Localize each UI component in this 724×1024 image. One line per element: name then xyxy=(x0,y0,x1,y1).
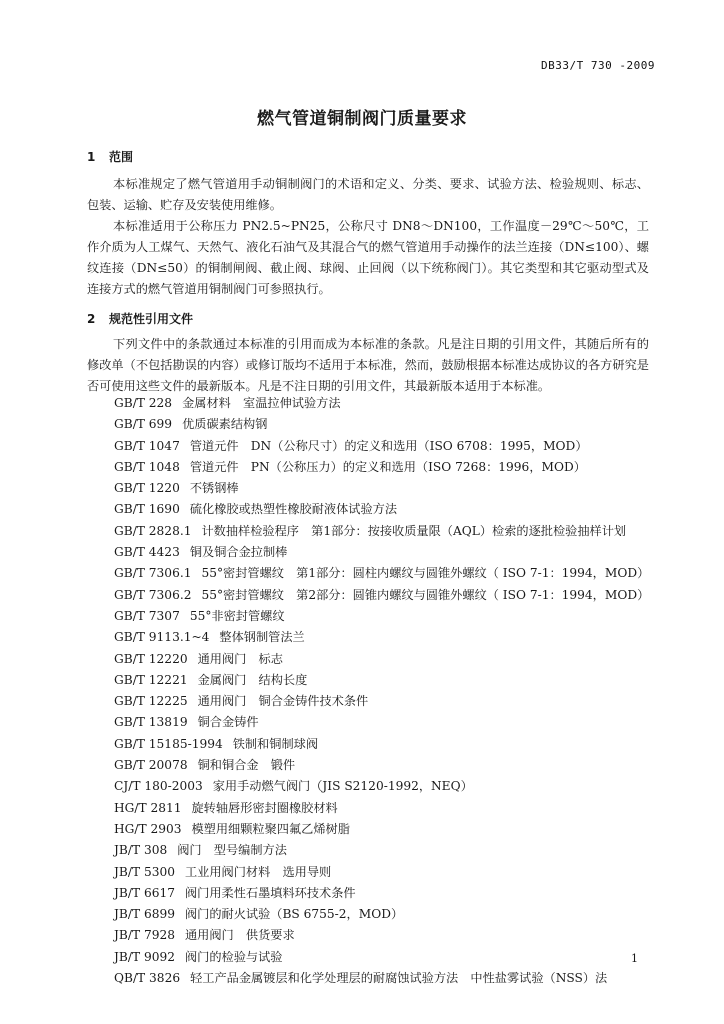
reference-code: GB/T 699 xyxy=(114,417,173,432)
reference-item xyxy=(114,968,649,989)
reference-item xyxy=(114,563,649,584)
reference-item xyxy=(114,691,649,712)
reference-code: GB/T 15185-1994 xyxy=(114,736,223,751)
reference-code: QB/T 3826 xyxy=(114,971,181,986)
reference-code: HG/T 2903 xyxy=(114,821,182,836)
reference-code: GB/T 1690 xyxy=(114,502,180,517)
reference-item xyxy=(114,478,649,499)
reference-title: 铜和铜合金 锻件 xyxy=(197,758,296,773)
reference-title: 通用阀门 供货要求 xyxy=(184,928,295,943)
reference-item xyxy=(114,947,649,968)
reference-code: GB/T 7307 xyxy=(114,608,180,623)
reference-title: 铁制和铜制球阀 xyxy=(232,736,319,751)
reference-title: 旋转轴唇形密封圈橡胶材料 xyxy=(191,800,338,815)
reference-code: GB/T 12220 xyxy=(114,651,188,666)
section-number: 2 xyxy=(87,312,96,326)
reference-code: JB/T 9092 xyxy=(114,949,175,964)
reference-item xyxy=(114,499,649,520)
reference-title: 通用阀门 铜合金铸件技术条件 xyxy=(197,694,369,709)
page-number: 1 xyxy=(631,952,638,965)
scope-paragraph-1: 本标准规定了燃气管道用手动铜制阀门的术语和定义、分类、要求、试验方法、检验规则、标志、包装、运输、贮存及安装使用维修。 xyxy=(87,177,649,212)
reference-item xyxy=(114,521,649,542)
section-2-heading xyxy=(87,310,193,327)
reference-title: 铜及铜合金拉制棒 xyxy=(189,545,288,560)
standard-code: DB33/T 730 -2009 xyxy=(541,59,655,72)
section-title: 范围 xyxy=(109,150,134,164)
reference-item xyxy=(114,414,649,435)
reference-item xyxy=(114,393,649,414)
reference-item xyxy=(114,755,649,776)
reference-code: JB/T 7928 xyxy=(114,928,175,943)
reference-item xyxy=(114,712,649,733)
section-title: 规范性引用文件 xyxy=(109,312,194,326)
reference-title: 硫化橡胶或热塑性橡胶耐液体试验方法 xyxy=(189,502,398,517)
reference-title: 模塑用细颗粒聚四氟乙烯树脂 xyxy=(191,821,350,836)
reference-title: 阀门的耐火试验（BS 6755-2，MOD） xyxy=(184,907,404,922)
reference-title: 家用手动燃气阀门（JIS S2120-1992，NEQ） xyxy=(212,779,473,794)
reference-title: 阀门的检验与试验 xyxy=(184,949,283,964)
reference-title: 不锈钢棒 xyxy=(189,481,239,496)
reference-title: 轻工产品金属镀层和化学处理层的耐腐蚀试验方法 中性盐雾试验（NSS）法 xyxy=(190,971,608,986)
reference-item xyxy=(114,798,649,819)
scope-paragraph-2: 本标准适用于公称压力 PN2.5~PN25，公称尺寸 DN8～DN100，工作温度－29℃～50℃，工作介质为人工煤气、天然气、液化石油气及其混合气的燃气管道用手动操作的法兰连接（DN≤100）、螺纹连接（DN≤50）的铜制闸阀、截止阀、球阀、止回阀（以下统称阀门）。其它类型和其它驱动型式及连接方式的燃气管道用铜制阀门可参照执行。 xyxy=(87,219,649,296)
reference-code: GB/T 13819 xyxy=(114,715,188,730)
reference-code: GB/T 7306.1 xyxy=(114,566,192,581)
reference-code: GB/T 7306.2 xyxy=(114,587,192,602)
reference-item xyxy=(114,904,649,925)
reference-item xyxy=(114,542,649,563)
reference-code: GB/T 12225 xyxy=(114,694,188,709)
reference-title: 55°非密封管螺纹 xyxy=(189,608,285,623)
reference-item xyxy=(114,627,649,648)
reference-code: GB/T 4423 xyxy=(114,545,180,560)
document-title: 燃气管道铜制阀门质量要求 xyxy=(257,109,467,129)
reference-title: 金属阀门 结构长度 xyxy=(197,672,308,687)
reference-title: 阀门 型号编制方法 xyxy=(177,843,287,858)
reference-title: 优质碳素结构钢 xyxy=(182,417,268,432)
reference-title: 通用阀门 标志 xyxy=(197,651,283,666)
reference-code: GB/T 1048 xyxy=(114,459,180,474)
reference-item xyxy=(114,649,649,670)
reference-code: GB/T 20078 xyxy=(114,758,188,773)
section-number: 1 xyxy=(87,150,96,164)
reference-item xyxy=(114,925,649,946)
reference-code: JB/T 6617 xyxy=(114,885,175,900)
reference-item xyxy=(114,436,649,457)
reference-item xyxy=(114,819,649,840)
reference-code: JB/T 308 xyxy=(114,843,168,858)
reference-code: GB/T 9113.1~4 xyxy=(114,630,210,645)
reference-code: GB/T 1047 xyxy=(114,438,180,453)
reference-title: 计数抽样检验程序 第1部分：按接收质量限（AQL）检索的逐批检验抽样计划 xyxy=(201,523,627,538)
reference-code: JB/T 6899 xyxy=(114,907,175,922)
reference-code: HG/T 2811 xyxy=(114,800,182,815)
reference-title: 阀门用柔性石墨填料环技术条件 xyxy=(184,885,356,900)
reference-item xyxy=(114,457,649,478)
reference-title: 管道元件 DN（公称尺寸）的定义和选用（ISO 6708：1995，MOD） xyxy=(189,438,588,453)
normative-intro-paragraph: 下列文件中的条款通过本标准的引用而成为本标准的条款。凡是注日期的引用文件，其随后所有的修改单（不包括勘误的内容）或修订版均不适用于本标准，然而，鼓励根据本标准达成协议的各方研究是否可使用这些文件的最新版本。凡是不注日期的引用文件，其最新版本适用于本标准。 xyxy=(87,337,649,393)
reference-code: JB/T 5300 xyxy=(114,864,175,879)
reference-item xyxy=(114,840,649,861)
reference-item xyxy=(114,776,649,797)
reference-title: 金属材料 室温拉伸试验方法 xyxy=(182,396,341,410)
reference-item xyxy=(114,585,649,606)
reference-title: 整体钢制管法兰 xyxy=(219,630,305,645)
reference-title: 工业用阀门材料 选用导则 xyxy=(184,864,332,879)
reference-code: CJ/T 180-2003 xyxy=(114,779,203,794)
reference-code: GB/T 2828.1 xyxy=(114,523,192,538)
reference-item xyxy=(114,883,649,904)
reference-code: GB/T 12221 xyxy=(114,672,188,687)
reference-title: 管道元件 PN（公称压力）的定义和选用（ISO 7268：1996，MOD） xyxy=(189,459,586,474)
reference-item xyxy=(114,606,649,627)
reference-item xyxy=(114,670,649,691)
reference-item xyxy=(114,734,649,755)
reference-title: 铜合金铸件 xyxy=(197,715,259,730)
reference-title: 55°密封管螺纹 第1部分：圆柱内螺纹与圆锥外螺纹（ ISO 7-1：1994，MOD） xyxy=(201,566,650,581)
reference-title: 55°密封管螺纹 第2部分：圆锥内螺纹与圆锥外螺纹（ ISO 7-1：1994，MOD） xyxy=(201,587,650,602)
reference-list xyxy=(114,393,649,989)
reference-code: GB/T 1220 xyxy=(114,481,180,496)
reference-code: GB/T 228 xyxy=(114,396,173,410)
reference-item xyxy=(114,862,649,883)
section-1-heading xyxy=(87,148,133,165)
